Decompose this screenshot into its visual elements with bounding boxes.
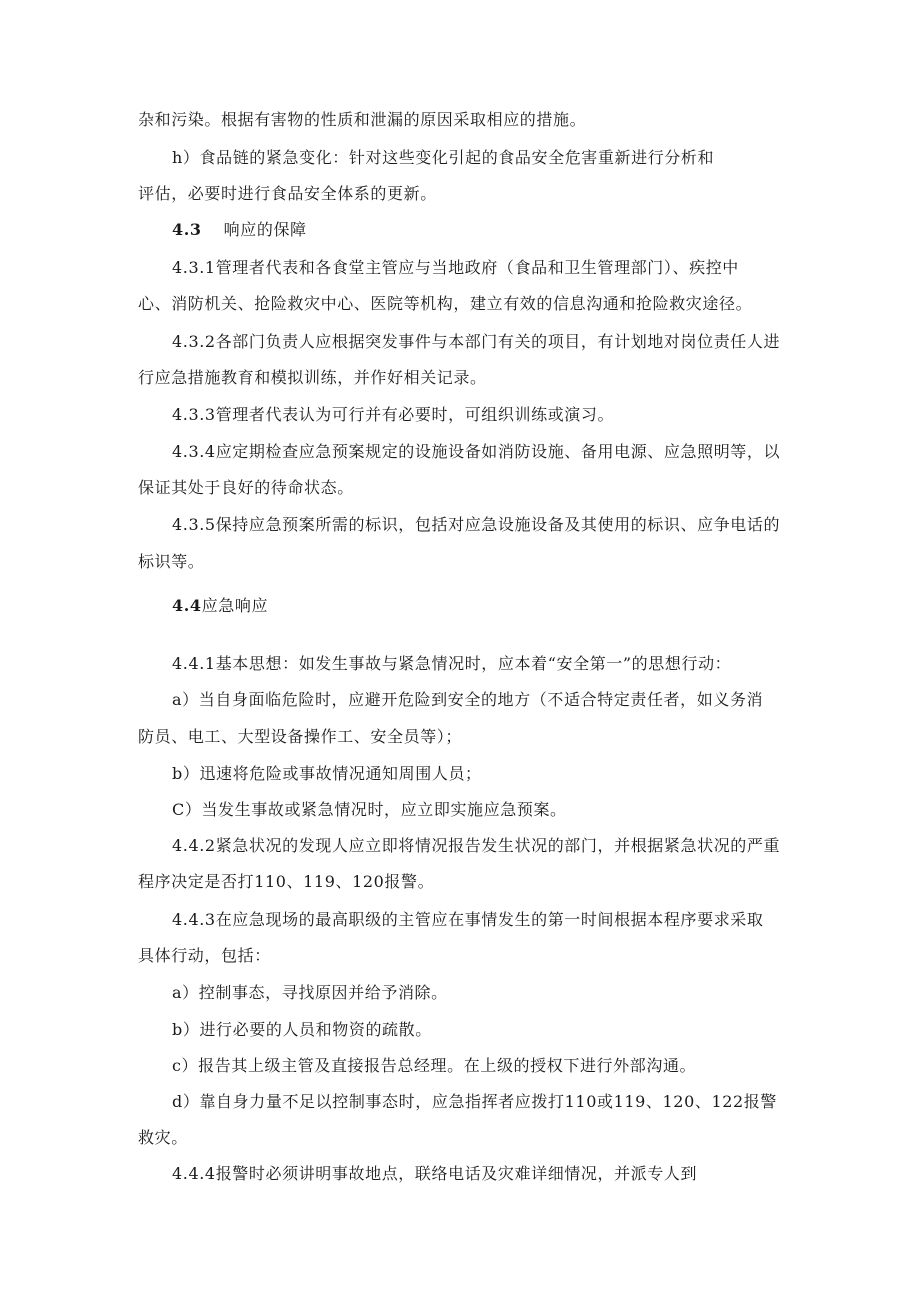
text-line: 程序决定是否打110、119、120报警。 — [138, 872, 435, 891]
text-line: 4.4.3在应急现场的最高职级的主管应在事情发生的第一时间根据本程序要求采取 — [172, 910, 764, 929]
section-heading-4-3 — [172, 220, 307, 240]
text-line: h）食品链的紧急变化：针对这些变化引起的食品安全危害重新进行分析和 — [172, 148, 715, 167]
section-title: 应急响应 — [201, 596, 269, 615]
text-line: C）当发生事故或紧急情况时，应立即实施应急预案。 — [172, 800, 567, 819]
text-line: 4.3.2各部门负责人应根据突发事件与本部门有关的项目，有计划地对岗位责任人进 — [172, 332, 781, 351]
text-line: 评估，必要时进行食品安全体系的更新。 — [138, 184, 437, 203]
text-line: 4.4.4报警时必须讲明事故地点，联络电话及灾难详细情况，并派专人到 — [172, 1164, 698, 1183]
text-line: 4.3.3管理者代表认为可行并有必要时，可组织训练或演习。 — [172, 405, 615, 424]
text-line: 4.4.2紧急状况的发现人应立即将情况报告发生状况的部门，并根据紧急状况的严重 — [172, 836, 781, 855]
section-heading-4-4 — [172, 596, 268, 616]
text-line: 保证其处于良好的待命状态。 — [138, 478, 354, 497]
text-line: 具体行动，包括： — [138, 946, 271, 965]
text-line: 行应急措施教育和模拟训练，并作好相关记录。 — [138, 368, 487, 387]
text-line: 防员、电工、大型设备操作工、安全员等）； — [138, 727, 463, 746]
text-line: 4.3.5保持应急预案所需的标识，包括对应急设施设备及其使用的标识、应争电话的 — [172, 515, 781, 534]
text-line: 杂和污染。根据有害物的性质和泄漏的原因采取相应的措施。 — [138, 110, 587, 129]
text-line: 4.3.1管理者代表和各食堂主管应与当地政府（食品和卫生管理部门）、疾控中 — [172, 258, 739, 277]
section-number: 4.3 — [172, 220, 202, 239]
text-line: 标识等。 — [138, 552, 205, 571]
text-line: 4.3.4应定期检查应急预案规定的设施设备如消防设施、备用电源、应急照明等，以 — [172, 442, 781, 461]
section-number: 4.4 — [172, 596, 202, 615]
text-line: b）迅速将危险或事故情况通知周围人员； — [172, 764, 482, 783]
text-line: a）控制事态，寻找原因并给予消除。 — [172, 983, 448, 1002]
text-line: 心、消防机关、抢险救灾中心、医院等机构，建立有效的信息沟通和抢险救灾途径。 — [138, 294, 753, 313]
text-line: d）靠自身力量不足以控制事态时，应急指挥者应拨打110或119、120、122报警 — [172, 1092, 777, 1111]
text-line: a）当自身面临危险时，应避开危险到安全的地方（不适合特定责任者，如义务消 — [172, 690, 764, 709]
text-line: 4.4.1基本思想：如发生事故与紧急情况时，应本着“安全第一”的思想行动： — [172, 654, 732, 673]
text-line: 救灾。 — [138, 1128, 188, 1147]
section-title: 响应的保障 — [223, 220, 307, 239]
text-line: b）进行必要的人员和物资的疏散。 — [172, 1020, 432, 1039]
text-line: c）报告其上级主管及直接报告总经理。在上级的授权下进行外部沟通。 — [172, 1056, 697, 1075]
